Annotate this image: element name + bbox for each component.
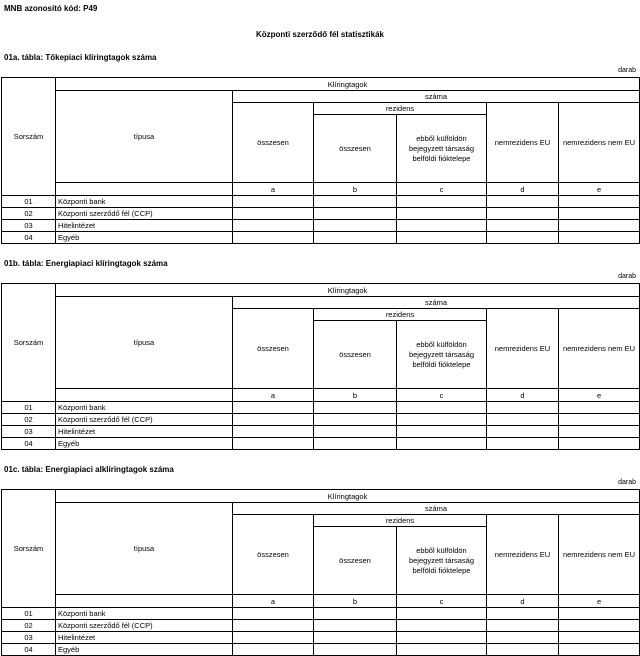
column-letter: c xyxy=(397,595,487,608)
row-label: Hitelintézet xyxy=(56,632,233,644)
value-cell[interactable] xyxy=(397,402,487,414)
header-nonresident-eu: nemrezidens EU xyxy=(487,309,559,389)
value-cell[interactable] xyxy=(487,632,559,644)
value-cell[interactable] xyxy=(233,426,314,438)
header-serial: Sorszám xyxy=(2,490,56,608)
value-cell[interactable] xyxy=(233,644,314,656)
value-cell[interactable] xyxy=(397,608,487,620)
value-cell[interactable] xyxy=(397,426,487,438)
value-cell[interactable] xyxy=(314,196,397,208)
value-cell[interactable] xyxy=(397,414,487,426)
clearing-members-table xyxy=(1,283,640,450)
header-total: összesen xyxy=(233,103,314,183)
unit-label: darab xyxy=(618,67,636,74)
value-cell[interactable] xyxy=(233,402,314,414)
column-letter: d xyxy=(487,183,559,196)
table-title: 01a. tábla: Tőkepiaci klíringtagok száma xyxy=(4,53,157,62)
table-title: 01c. tábla: Energiapiaci alklíringtagok száma xyxy=(4,465,174,474)
row-number: 03 xyxy=(2,426,56,438)
value-cell[interactable] xyxy=(233,232,314,244)
header-total: összesen xyxy=(233,515,314,595)
row-label: Központi szerződő fél (CCP) xyxy=(56,414,233,426)
value-cell[interactable] xyxy=(233,196,314,208)
value-cell[interactable] xyxy=(559,644,640,656)
unit-label: darab xyxy=(618,479,636,486)
row-number: 01 xyxy=(2,402,56,414)
row-number: 04 xyxy=(2,232,56,244)
row-label: Központi bank xyxy=(56,196,233,208)
value-cell[interactable] xyxy=(233,438,314,450)
column-letter: d xyxy=(487,389,559,402)
header-branch: ebből külföldön bejegyzett társaság belföldi fióktelepe xyxy=(397,115,487,183)
header-resident: rezidens xyxy=(314,309,487,321)
column-letter: b xyxy=(314,389,397,402)
column-letter: a xyxy=(233,389,314,402)
table-row xyxy=(2,414,640,426)
value-cell[interactable] xyxy=(397,220,487,232)
header-type: típusa xyxy=(56,503,233,595)
header-nonresident-non-eu: nemrezidens nem EU xyxy=(559,515,640,595)
letter-row xyxy=(2,595,640,608)
header-clearing: Klíringtagok xyxy=(56,78,640,91)
value-cell[interactable] xyxy=(397,232,487,244)
header-count: száma xyxy=(233,91,640,103)
header-resident-total: összesen xyxy=(314,321,397,389)
table-row xyxy=(2,438,640,450)
header-resident-total: összesen xyxy=(314,527,397,595)
table-row xyxy=(2,402,640,414)
header-serial: Sorszám xyxy=(2,78,56,196)
value-cell[interactable] xyxy=(233,620,314,632)
value-cell[interactable] xyxy=(233,220,314,232)
value-cell[interactable] xyxy=(559,414,640,426)
report-code: MNB azonosító kód: P49 xyxy=(4,4,98,13)
value-cell[interactable] xyxy=(559,426,640,438)
header-type: típusa xyxy=(56,297,233,389)
header-resident: rezidens xyxy=(314,515,487,527)
row-label: Egyéb xyxy=(56,232,233,244)
page-title: Központi szerződő fél statisztikák xyxy=(255,30,385,39)
value-cell[interactable] xyxy=(487,644,559,656)
value-cell[interactable] xyxy=(559,620,640,632)
value-cell[interactable] xyxy=(314,232,397,244)
value-cell[interactable] xyxy=(559,196,640,208)
table-row xyxy=(2,426,640,438)
row-number: 03 xyxy=(2,632,56,644)
row-number: 02 xyxy=(2,414,56,426)
value-cell[interactable] xyxy=(314,208,397,220)
row-number: 03 xyxy=(2,220,56,232)
value-cell[interactable] xyxy=(559,402,640,414)
table-row xyxy=(2,644,640,656)
row-label: Központi bank xyxy=(56,402,233,414)
column-letter: c xyxy=(397,389,487,402)
value-cell[interactable] xyxy=(314,620,397,632)
value-cell[interactable] xyxy=(559,608,640,620)
header-branch: ebből külföldön bejegyzett társaság belföldi fióktelepe xyxy=(397,527,487,595)
row-label: Központi szerződő fél (CCP) xyxy=(56,620,233,632)
value-cell[interactable] xyxy=(487,402,559,414)
value-cell[interactable] xyxy=(314,414,397,426)
row-label: Hitelintézet xyxy=(56,220,233,232)
table-row xyxy=(2,232,640,244)
table-row xyxy=(2,632,640,644)
row-label: Központi szerződő fél (CCP) xyxy=(56,208,233,220)
row-label: Hitelintézet xyxy=(56,426,233,438)
header-nonresident-non-eu: nemrezidens nem EU xyxy=(559,309,640,389)
table-row xyxy=(2,208,640,220)
empty-cell xyxy=(56,183,233,196)
value-cell[interactable] xyxy=(314,426,397,438)
column-letter: d xyxy=(487,595,559,608)
header-clearing: Klíringtagok xyxy=(56,490,640,503)
value-cell[interactable] xyxy=(487,196,559,208)
header-nonresident-eu: nemrezidens EU xyxy=(487,515,559,595)
letter-row xyxy=(2,389,640,402)
row-number: 01 xyxy=(2,608,56,620)
table-row xyxy=(2,608,640,620)
column-letter: c xyxy=(397,183,487,196)
column-letter: e xyxy=(559,183,640,196)
value-cell[interactable] xyxy=(397,620,487,632)
table-row xyxy=(2,196,640,208)
header-type: típusa xyxy=(56,91,233,183)
value-cell[interactable] xyxy=(559,232,640,244)
value-cell[interactable] xyxy=(487,414,559,426)
header-resident-total: összesen xyxy=(314,115,397,183)
row-label: Központi bank xyxy=(56,608,233,620)
value-cell[interactable] xyxy=(397,196,487,208)
value-cell[interactable] xyxy=(559,438,640,450)
value-cell[interactable] xyxy=(314,220,397,232)
value-cell[interactable] xyxy=(487,220,559,232)
table-title: 01b. tábla: Energiapiaci klíringtagok száma xyxy=(4,259,168,268)
header-serial: Sorszám xyxy=(2,284,56,402)
column-letter: a xyxy=(233,595,314,608)
header-nonresident-eu: nemrezidens EU xyxy=(487,103,559,183)
value-cell[interactable] xyxy=(487,608,559,620)
header-resident: rezidens xyxy=(314,103,487,115)
row-label: Egyéb xyxy=(56,438,233,450)
value-cell[interactable] xyxy=(487,620,559,632)
value-cell[interactable] xyxy=(314,644,397,656)
value-cell[interactable] xyxy=(397,632,487,644)
column-letter: b xyxy=(314,595,397,608)
value-cell[interactable] xyxy=(233,208,314,220)
value-cell[interactable] xyxy=(487,438,559,450)
value-cell[interactable] xyxy=(487,208,559,220)
letter-row xyxy=(2,183,640,196)
unit-label: darab xyxy=(618,273,636,280)
column-letter: b xyxy=(314,183,397,196)
row-number: 01 xyxy=(2,196,56,208)
column-letter: e xyxy=(559,389,640,402)
value-cell[interactable] xyxy=(397,438,487,450)
column-letter: e xyxy=(559,595,640,608)
value-cell[interactable] xyxy=(487,426,559,438)
header-count: száma xyxy=(233,503,640,515)
table-row xyxy=(2,620,640,632)
value-cell[interactable] xyxy=(487,232,559,244)
row-number: 02 xyxy=(2,620,56,632)
row-number: 04 xyxy=(2,438,56,450)
value-cell[interactable] xyxy=(559,208,640,220)
clearing-members-table xyxy=(1,489,640,656)
empty-cell xyxy=(56,389,233,402)
value-cell[interactable] xyxy=(314,608,397,620)
empty-cell xyxy=(56,595,233,608)
value-cell[interactable] xyxy=(314,438,397,450)
header-clearing: Klíringtagok xyxy=(56,284,640,297)
value-cell[interactable] xyxy=(397,644,487,656)
value-cell[interactable] xyxy=(314,632,397,644)
row-label: Egyéb xyxy=(56,644,233,656)
header-branch: ebből külföldön bejegyzett társaság belföldi fióktelepe xyxy=(397,321,487,389)
header-count: száma xyxy=(233,297,640,309)
column-letter: a xyxy=(233,183,314,196)
header-nonresident-non-eu: nemrezidens nem EU xyxy=(559,103,640,183)
value-cell[interactable] xyxy=(559,220,640,232)
value-cell[interactable] xyxy=(397,208,487,220)
value-cell[interactable] xyxy=(314,402,397,414)
value-cell[interactable] xyxy=(233,632,314,644)
value-cell[interactable] xyxy=(233,608,314,620)
clearing-members-table xyxy=(1,77,640,244)
value-cell[interactable] xyxy=(233,414,314,426)
value-cell[interactable] xyxy=(559,632,640,644)
row-number: 02 xyxy=(2,208,56,220)
header-total: összesen xyxy=(233,309,314,389)
row-number: 04 xyxy=(2,644,56,656)
table-row xyxy=(2,220,640,232)
